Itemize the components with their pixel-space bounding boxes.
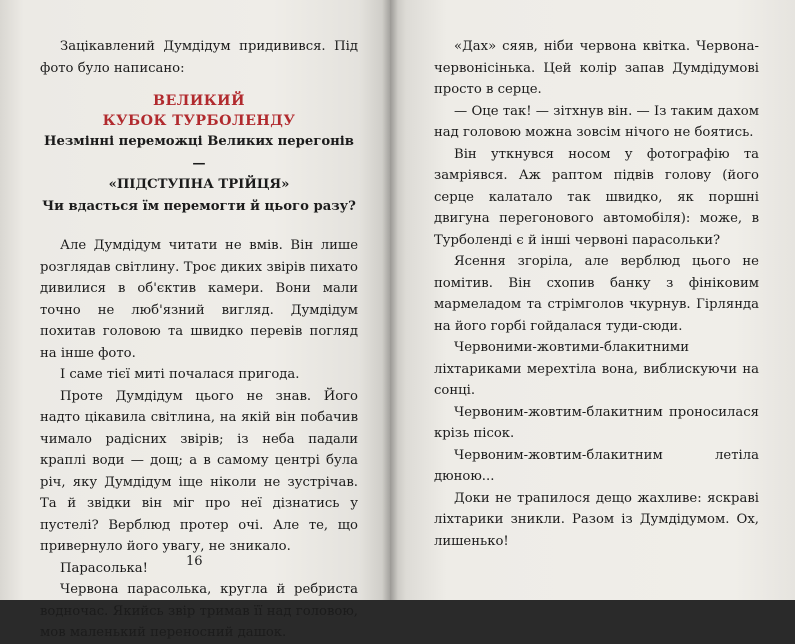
paragraph: Червоними-жовтими-блакитними ліхтариками мерехтіла вона, виблискуючи на сонці.	[434, 340, 759, 398]
paragraph: Він уткнувся носом у фотографію та замріявся. Аж раптом підвів голову (його серце калатало так швидко, як поршні двигуна перегонового автомобіля): може, в Турболенді є й інші червоні парасольки?	[434, 146, 759, 248]
paragraph: Але Думдідум читати не вмів. Він лише розглядав світлину. Троє диких звірів пихато дивилися в об'єктив камери. Вони мали точно не люб'язний вигляд. Думдідум похитав головою та швидко перевів погляд на інше фото.	[40, 238, 358, 361]
paragraph: І саме тієї миті почалася пригода.	[60, 367, 300, 382]
paragraph: Червоним-жовтим-блакитним летіла дюною...	[434, 447, 759, 484]
left-page	[0, 0, 390, 640]
right-page-text	[434, 36, 759, 552]
right-page	[390, 0, 795, 600]
paragraph: Доки не трапилося дещо жахливе: яскраві ліхтарики зникли. Разом із Думдідумом. Ох, лишенько!	[434, 490, 759, 549]
page-number: 16	[186, 554, 203, 569]
subheading-line-3: Чи вдасться їм перемогти й цього разу?	[42, 198, 356, 214]
intro-paragraph: Зацікавлений Думдідум придивився. Під фото було написано:	[40, 39, 358, 76]
subheading-line-2: «ПІДСТУПНА ТРІЙЦЯ»	[108, 177, 290, 192]
heading-line-2: КУБОК ТУРБОЛЕНДУ	[102, 113, 296, 129]
left-page-text	[40, 36, 358, 644]
paragraph: Червона парасолька, кругла й ребриста водночас. Якийсь звір тримав її над головою, мов маленький переносний дашок.	[40, 582, 358, 640]
paragraph: «Дах» сяяв, ніби червона квітка. Червона-червонісінька. Цей колір запав Думдідумові просто в серце.	[434, 39, 759, 97]
paragraph: Червоним-жовтим-блакитним проносилася крізь пісок.	[434, 404, 759, 441]
heading-line-1: ВЕЛИКИЙ	[153, 93, 245, 109]
paragraph: Проте Думдідум цього не знав. Його надто цікавила світлина, на якій він побачив чимало радісних звірів; із неба падали краплі води — дощ; а в самому центрі була річ, яку Думдідум іще ніколи не зустрічав. Та й звідки він міг про неї дізнатись у пустелі? Верблюд протер очі. Але те, що привернуло його увагу, не зникало.	[40, 388, 358, 554]
paragraph: Парасолька!	[60, 560, 148, 576]
subheading-line-1: Незмінні переможці Великих перегонів —	[44, 134, 354, 171]
paragraph: — Оце так! — зітхнув він. — Із таким дахом над головою можна зовсім нічого не боятись.	[434, 103, 759, 140]
paragraph: Ясення згоріла, але верблюд цього не помітив. Він схопив банку з фініковим мармеладом та стрімголов чкурнув. Гірлянда на його горбі гойдалася туди-сюди.	[434, 254, 759, 334]
